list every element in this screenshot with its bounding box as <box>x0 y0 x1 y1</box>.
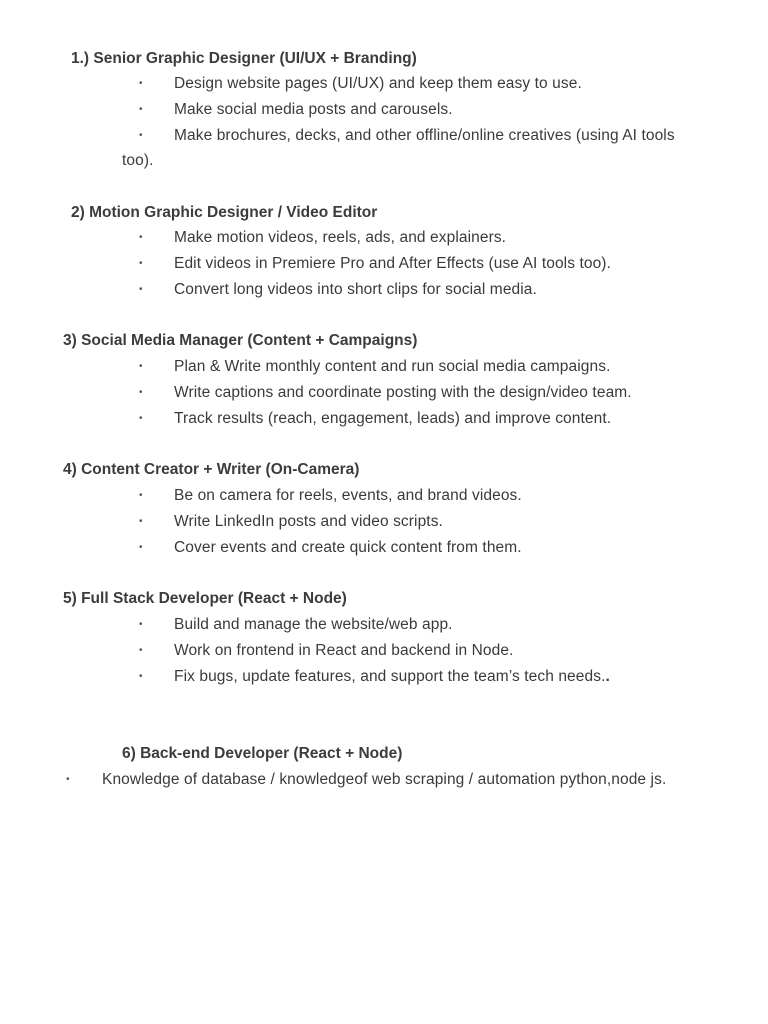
section-4-heading: 4) Content Creator + Writer (On-Camera) <box>63 461 360 478</box>
list-item: Cover events and create quick content from them. <box>174 539 522 556</box>
list-item-continuation: too). <box>122 152 154 169</box>
list-item: Build and manage the website/web app. <box>174 616 453 633</box>
list-item: Write captions and coordinate posting with the design/video team. <box>174 384 632 401</box>
list-item-text: Fix bugs, update features, and support the team’s tech needs. <box>174 668 606 685</box>
list-item: Track results (reach, engagement, leads) and improve content. <box>174 410 612 427</box>
bullet-icon: • <box>139 413 143 424</box>
list-item <box>174 667 610 687</box>
bullet-icon: • <box>139 284 143 295</box>
bullet-icon: • <box>139 542 143 553</box>
list-item: Knowledge of database / knowledgeof web scraping / automation python,node js. <box>102 771 667 788</box>
section-1-heading: 1.) Senior Graphic Designer (UI/UX + Branding) <box>71 50 417 67</box>
list-item: Work on frontend in React and backend in Node. <box>174 642 514 659</box>
bullet-icon: • <box>139 258 143 269</box>
list-item: Make brochures, decks, and other offline/online creatives (using AI tools <box>174 127 675 144</box>
section-3-heading: 3) Social Media Manager (Content + Campaigns) <box>63 332 418 349</box>
bullet-icon: • <box>139 104 143 115</box>
bullet-icon: • <box>139 361 143 372</box>
section-2-heading: 2) Motion Graphic Designer / Video Editor <box>71 204 378 221</box>
bullet-icon: • <box>139 490 143 501</box>
bullet-icon: • <box>139 516 143 527</box>
bullet-icon: • <box>139 130 143 141</box>
list-item: Be on camera for reels, events, and brand videos. <box>174 487 522 504</box>
list-item: Make motion videos, reels, ads, and explainers. <box>174 229 507 246</box>
bullet-icon: • <box>139 232 143 243</box>
bullet-icon: • <box>139 671 143 682</box>
list-item: Convert long videos into short clips for social media. <box>174 281 537 298</box>
section-5-heading: 5) Full Stack Developer (React + Node) <box>63 590 347 607</box>
bullet-icon: • <box>139 387 143 398</box>
list-item: Edit videos in Premiere Pro and After Effects (use AI tools too). <box>174 255 611 272</box>
list-item: Design website pages (UI/UX) and keep them easy to use. <box>174 75 582 92</box>
trailing-period: . <box>605 668 610 685</box>
bullet-icon: • <box>139 78 143 89</box>
list-item: Make social media posts and carousels. <box>174 101 453 118</box>
list-item: Write LinkedIn posts and video scripts. <box>174 513 443 530</box>
bullet-icon: • <box>66 774 70 785</box>
bullet-icon: • <box>139 619 143 630</box>
list-item: Plan & Write monthly content and run social media campaigns. <box>174 358 611 375</box>
bullet-icon: • <box>139 645 143 656</box>
section-6-heading: 6) Back-end Developer (React + Node) <box>122 745 403 762</box>
